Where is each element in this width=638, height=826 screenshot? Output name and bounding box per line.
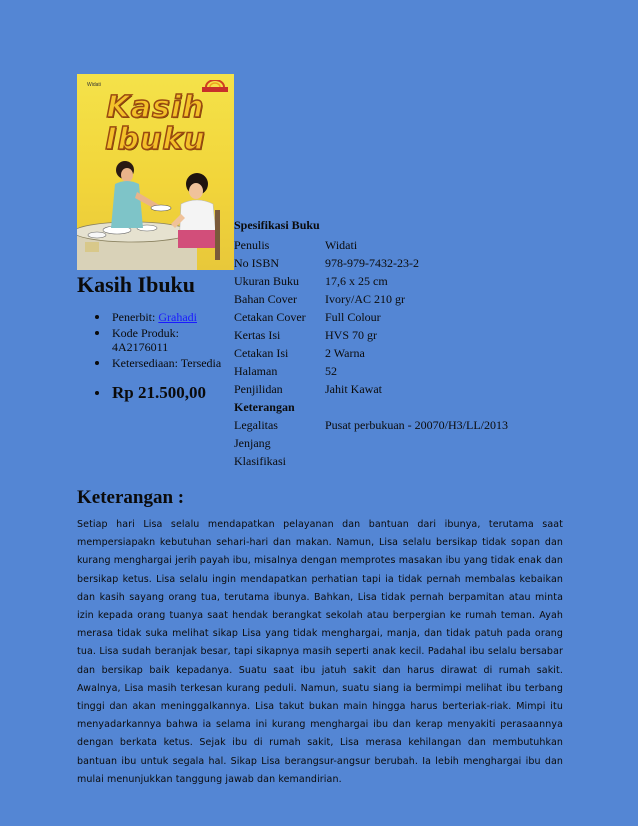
- spec-value: Ivory/AC 210 gr: [325, 292, 405, 306]
- spec-value: [325, 452, 508, 470]
- spec-key: Penulis: [234, 238, 270, 252]
- spec-key: Klasifikasi: [234, 454, 286, 468]
- spec-key: Kertas Isi: [234, 328, 281, 342]
- spec-key: No ISBN: [234, 256, 280, 270]
- spec-key: Bahan Cover: [234, 292, 297, 306]
- spec-row: [234, 380, 508, 398]
- book-title: Kasih Ibuku: [77, 272, 196, 297]
- spec-value: [325, 434, 508, 452]
- spec-key: Halaman: [234, 364, 278, 378]
- cover-title-line1: Kasih: [106, 90, 205, 125]
- availability-text: Ketersediaan: Tersedia: [112, 356, 222, 370]
- spec-row: [234, 362, 508, 380]
- publisher-label: Penerbit:: [112, 310, 156, 324]
- spec-key: Legalitas: [234, 418, 278, 432]
- price: Rp 21.500,00: [95, 383, 206, 403]
- spec-row: [234, 326, 508, 344]
- spec-heading: Spesifikasi Buku: [234, 218, 320, 232]
- spec-row: [234, 308, 508, 326]
- product-meta-list: [95, 310, 235, 372]
- spec-value: Pusat perbukuan - 20070/H3/LL/2013: [325, 418, 508, 432]
- spec-row: [234, 398, 508, 416]
- description-title: Keterangan :: [77, 487, 185, 508]
- spec-row: [234, 272, 508, 290]
- spec-value: [325, 398, 508, 416]
- spec-key: Penjilidan: [234, 382, 283, 396]
- spec-value: Full Colour: [325, 310, 381, 324]
- book-cover-image: [77, 74, 234, 270]
- spec-value: Widati: [325, 238, 358, 252]
- description-body: Setiap hari Lisa selalu mendapatkan pelayanan dan bantuan dari ibunya, terutama saat mempersiapakn kebutuhan sehari-hari dan makan. Namun, Lisa selalu bersikap tidak sopan dan kurang menghargai jerih payah ibu, misalnya dengan memprotes masakan ibu yang tidak enak dan bersikap ketus. Lisa selalu ingin mendapatkan perhatian tapi ia tidak pernah membalas kebaikan dan kasih sayang orang tua, terutama ibunya. Bahkan, Lisa tidak pernah berpamitan atau minta izin kepada orang tuanya saat hendak berangkat sekolah atau berpergian ke rumah teman. Ayah merasa tidak suka melihat sikap Lisa yang tidak menghargai, manja, dan tidak patuh pada orang tua. Lisa sudah beranjak besar, tapi sikapnya masih seperti anak kecil. Padahal ibu selalu bersabar dan bersikap baik kepadanya. Suatu saat ibu jatuh sakit dan harus dirawat di rumah sakit. Awalnya, Lisa masih terkesan kurang peduli. Namun, suatu siang ia bermimpi melihat ibu terbang tinggi dan akan meninggalkannya. Lisa takut bukan main hingga harus berteriak-riak. Mimpi itu menyadarkannya bahwa ia selama ini kurang menghargai ibu dan kerap menyakiti perasaannya dengan berkata ketus. Sejak ibu di rumah sakit, Lisa merasa kehilangan dan membutuhkan bantuan ibu untuk segala hal. Sikap Lisa berangsur-angsur berubah. Ia lebih menghargai ibu dan mulai menunjukkan tanggung jawab dan kemandirian.: [77, 519, 563, 785]
- cover-title-line2: Ibuku: [105, 122, 206, 157]
- publisher-link[interactable]: Grahadi: [158, 310, 197, 324]
- spec-row: [234, 434, 508, 452]
- spec-row: [234, 416, 508, 434]
- spec-key: Keterangan: [234, 400, 295, 414]
- spec-value: 52: [325, 364, 337, 378]
- spec-row: [234, 290, 508, 308]
- cover-author-label: Widati: [87, 82, 101, 88]
- spec-value: Jahit Kawat: [325, 382, 382, 396]
- availability-item: [95, 356, 235, 370]
- spec-value: 2 Warna: [325, 346, 365, 360]
- spec-row: [234, 254, 508, 272]
- spec-key: Cetakan Isi: [234, 346, 289, 360]
- spec-table: [234, 236, 508, 470]
- spec-row: [234, 236, 508, 254]
- product-code-value: 4A2176011: [112, 340, 169, 354]
- cover-illustration: [77, 158, 234, 270]
- product-code-label: Kode Produk:: [112, 326, 179, 340]
- spec-row: [234, 344, 508, 362]
- spec-value: 17,6 x 25 cm: [325, 274, 388, 288]
- product-code-item: [95, 326, 235, 354]
- publisher-item: [95, 310, 235, 324]
- spec-value: 978-979-7432-23-2: [325, 256, 419, 270]
- spec-key: Jenjang: [234, 436, 271, 450]
- spec-key: Ukuran Buku: [234, 274, 299, 288]
- spec-row: [234, 452, 508, 470]
- spec-value: HVS 70 gr: [325, 328, 378, 342]
- spec-key: Cetakan Cover: [234, 310, 306, 324]
